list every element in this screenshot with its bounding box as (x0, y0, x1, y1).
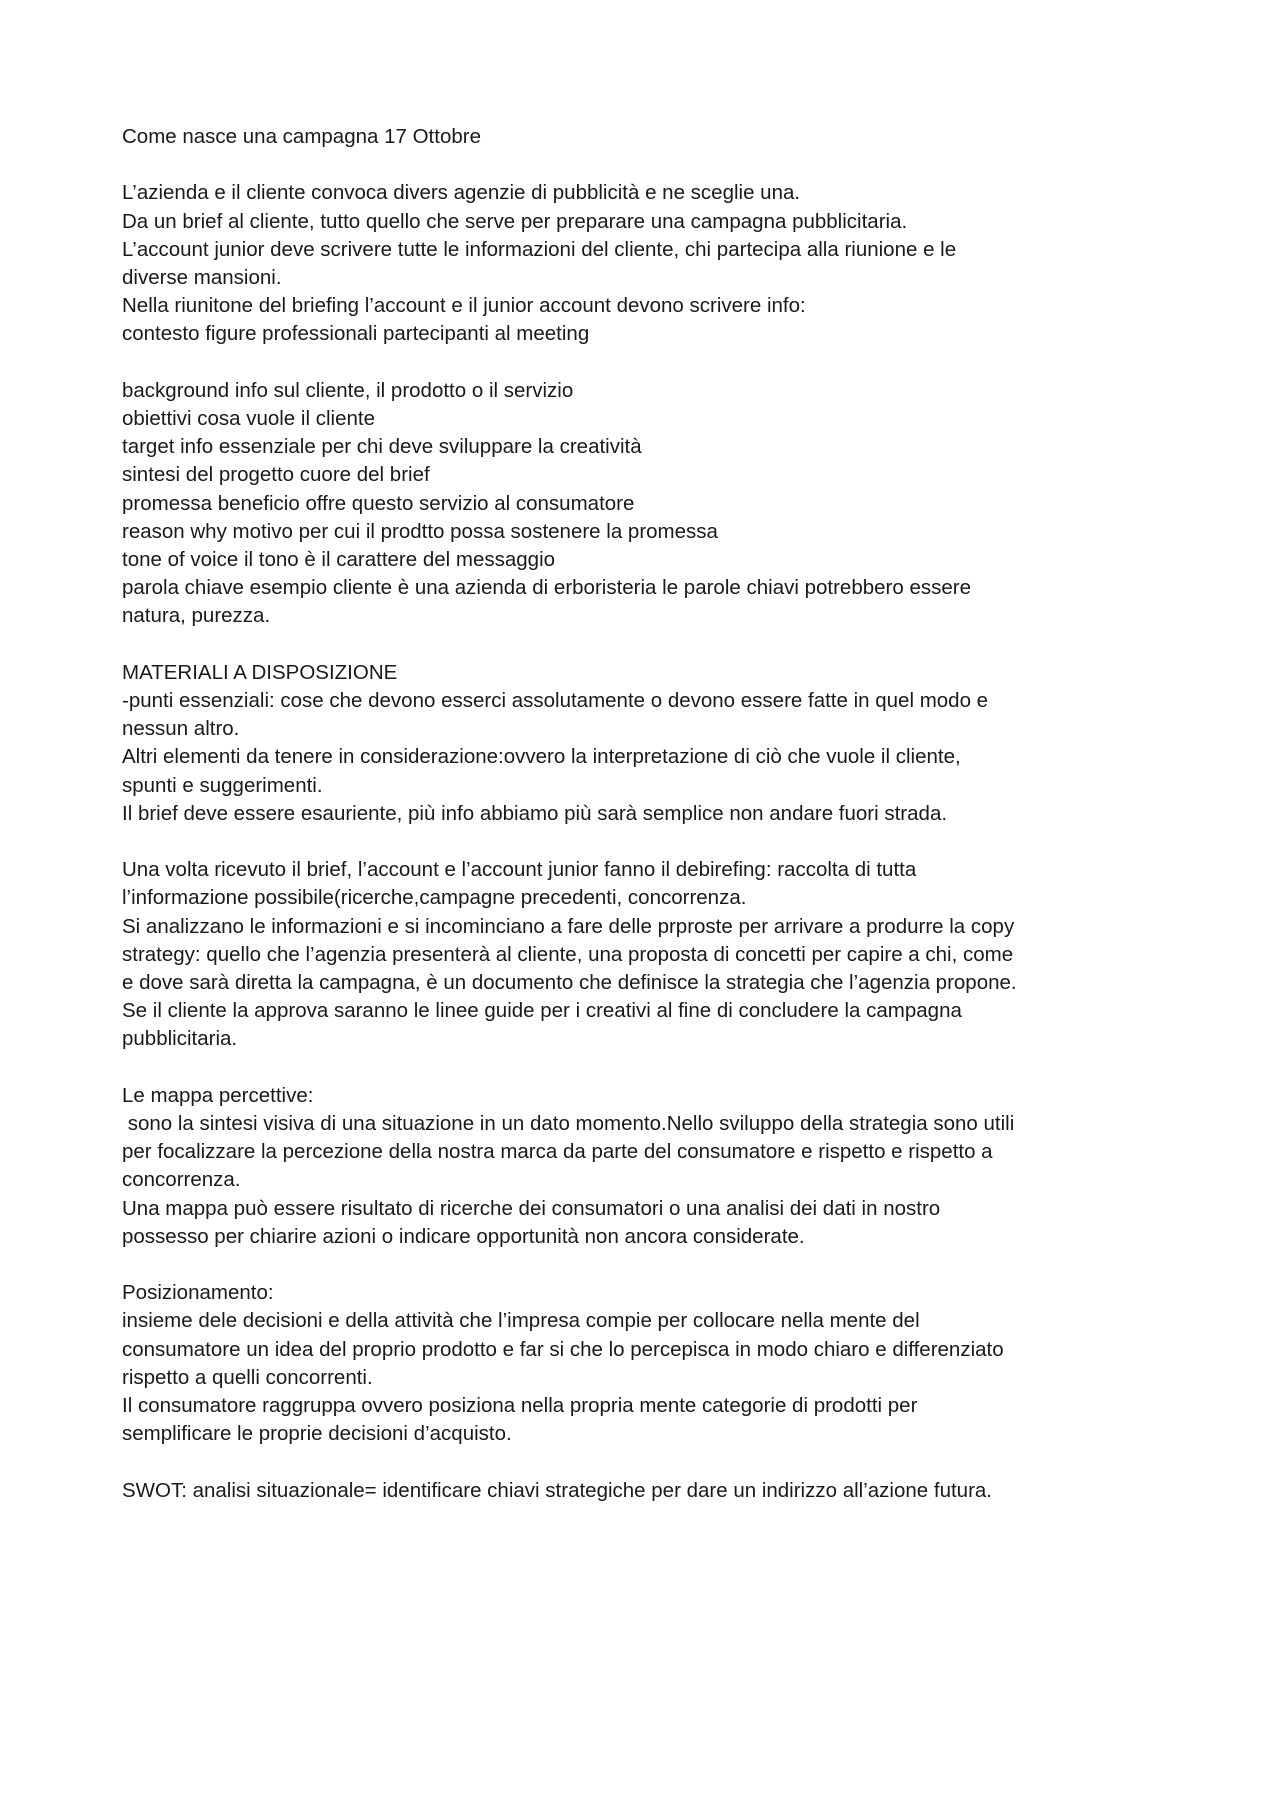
paragraph-gap (122, 828, 1172, 856)
text-line: sono la sintesi visiva di una situazione in un dato momento.Nello sviluppo della strategia sono utili (122, 1112, 1015, 1136)
text-line: L’account junior deve scrivere tutte le informazioni del cliente, chi partecipa alla riunione e le (122, 237, 957, 261)
materiali-section (122, 659, 1172, 828)
text-line: l’informazione possibile(ricerche,campagne precedenti, concorrenza. (122, 886, 747, 910)
posizionamento-section (122, 1279, 1172, 1448)
text-line: Il consumatore raggruppa ovvero posiziona nella propria mente categorie di prodotti per (122, 1394, 918, 1418)
list-item: sintesi del progetto cuore del brief (122, 463, 430, 487)
section-heading: Posizionamento: (122, 1281, 274, 1305)
paragraph-gap (122, 631, 1172, 659)
text-line: per focalizzare la percezione della nostra marca da parte del consumatore e rispetto e rispetto a (122, 1140, 993, 1164)
paragraph-gap (122, 1448, 1172, 1476)
text-line: Una mappa può essere risultato di ricerche dei consumatori o una analisi dei dati in nostro (122, 1196, 941, 1220)
swot-line: SWOT: analisi situazionale= identificare chiavi strategiche per dare un indirizzo all’azione futura. (122, 1478, 992, 1502)
intro-paragraph (122, 179, 1172, 348)
text-line: consumatore un idea del proprio prodotto e far si che lo percepisca in modo chiaro e differenziato (122, 1337, 1004, 1361)
text-line: Si analizzano le informazioni e si incominciano a fare delle prproste per arrivare a produrre la copy (122, 914, 1015, 938)
paragraph-gap (122, 151, 1172, 179)
list-item: tone of voice il tono è il carattere del messaggio (122, 548, 556, 572)
text-line: Una volta ricevuto il brief, l’account e l’account junior fanno il debirefing: raccolta di tutta (122, 858, 917, 882)
brief-items-list (122, 377, 1172, 631)
text-line: Il brief deve essere esauriente, più info abbiamo più sarà semplice non andare fuori strada. (122, 801, 948, 825)
text-line: diverse mansioni. (122, 266, 282, 289)
text-line: semplificare le proprie decisioni d’acquisto. (122, 1422, 512, 1446)
document-title: Come nasce una campagna 17 Ottobre (122, 125, 481, 148)
list-item: parola chiave esempio cliente è una azienda di erboristeria le parole chiavi potrebbero essere (122, 576, 971, 600)
text-line: contesto figure professionali partecipanti al meeting (122, 322, 590, 346)
list-item: natura, purezza. (122, 604, 271, 628)
paragraph-gap (122, 1054, 1172, 1082)
text-line: Da un brief al cliente, tutto quello che serve per preparare una campagna pubblicitaria. (122, 209, 908, 233)
text-line: concorrenza. (122, 1168, 241, 1192)
section-heading: MATERIALI A DISPOSIZIONE (122, 660, 398, 684)
debriefing-paragraph (122, 856, 1172, 1053)
mappe-section (122, 1082, 1172, 1251)
section-heading: Le mappa percettive: (122, 1083, 314, 1107)
text-line: Se il cliente la approva saranno le linee guide per i creativi al fine di concludere la campagna (122, 999, 962, 1023)
text-line: -punti essenziali: cose che devono esserci assolutamente o devono essere fatte in quel modo e (122, 689, 989, 713)
text-line: pubblicitaria. (122, 1027, 238, 1051)
list-item: target info essenziale per chi deve sviluppare la creatività (122, 435, 642, 459)
list-item: background info sul cliente, il prodotto o il servizio (122, 378, 574, 402)
text-line: strategy: quello che l’agenzia presenterà al cliente, una proposta di concetti per capire a chi, come (122, 942, 1014, 966)
paragraph-gap (122, 1251, 1172, 1279)
list-item: promessa beneficio offre questo servizio al consumatore (122, 491, 635, 515)
text-line: e dove sarà diretta la campagna, è un documento che definisce la strategia che l’agenzia propone. (122, 971, 1017, 995)
list-item: obiettivi cosa vuole il cliente (122, 407, 375, 430)
text-line: Altri elementi da tenere in considerazione:ovvero la interpretazione di ciò che vuole il cliente, (122, 745, 961, 769)
text-line: L’azienda e il cliente convoca divers agenzie di pubblicità e ne sceglie una. (122, 181, 801, 205)
text-line: possesso per chiarire azioni o indicare opportunità non ancora considerate. (122, 1224, 805, 1248)
text-line: insieme dele decisioni e della attività che l’impresa compie per collocare nella mente del (122, 1309, 920, 1333)
text-line: Nella riunitone del briefing l’account e il junior account devono scrivere info: (122, 294, 806, 318)
text-line: nessun altro. (122, 717, 240, 741)
text-line: spunti e suggerimenti. (122, 773, 323, 797)
document-page (122, 123, 1172, 1505)
paragraph-gap (122, 349, 1172, 377)
list-item: reason why motivo per cui il prodtto possa sostenere la promessa (122, 519, 718, 543)
text-line: rispetto a quelli concorrenti. (122, 1365, 373, 1389)
